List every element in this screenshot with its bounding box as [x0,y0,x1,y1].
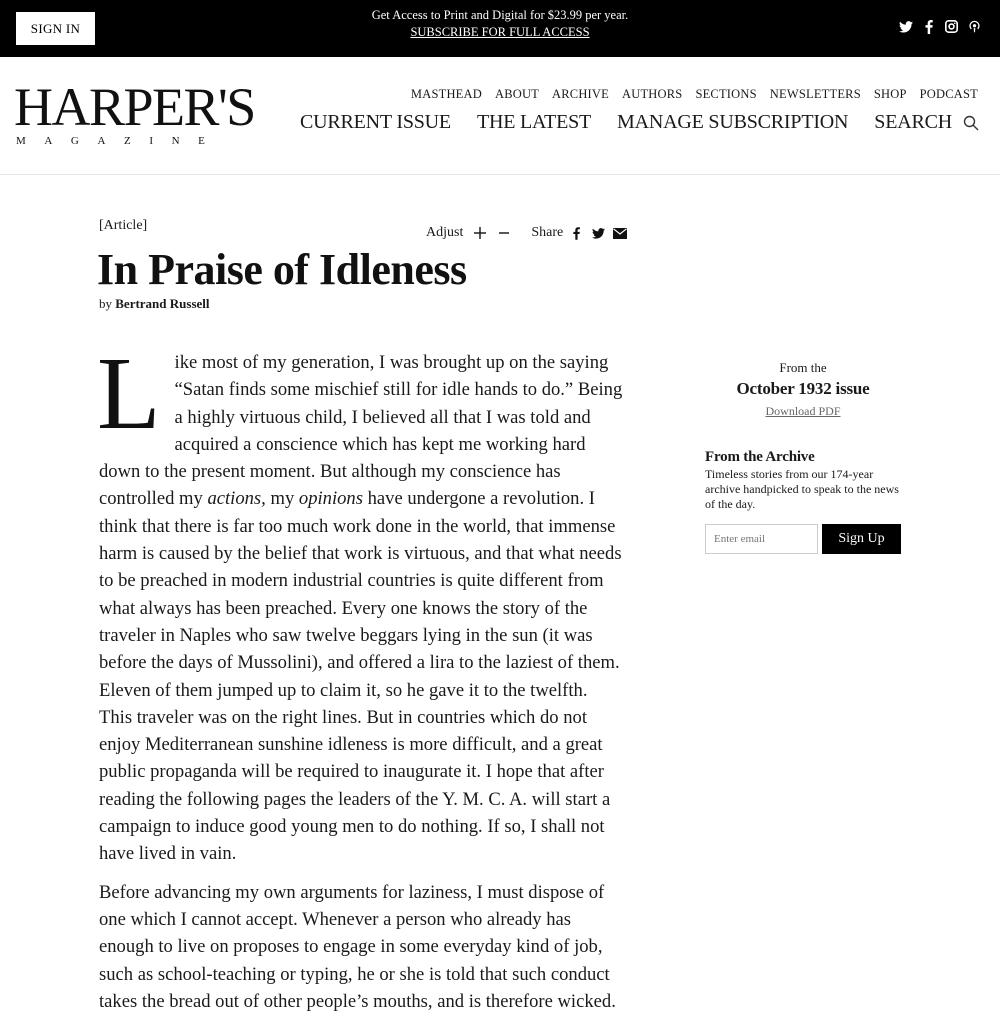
site-header [0,57,1000,175]
share-facebook-icon[interactable] [569,226,583,240]
archive-description: Timeless stories from our 174-year archive handpicked to speak to the news of the day. [705,467,899,511]
paragraph-1-text-c: have undergone a revolution. I think that there is far too much work done in the world, that immense harm is caused by the belief that work is virtuous, and that what needs to be preached in modern industrial countries is quite different from what always has been preached. Every one knows the story of the traveler in Naples who saw twelve beggars lying in the sun (it was before the days of Mussolini), and offered a lira to the laziest of them. Eleven of them jumped up to claim it, so he gave it to the twelfth. This traveler was on the right lines. But in countries which do not enjoy Mediterranean sunshine idleness is more difficult, and a great public propaganda will be required to inaugurate it. I hope that after reading the following pages the leaders of the Y. M. C. A. will start a campaign to induce good young men to do nothing. If so, I shall not have lived in vain. [99,488,622,865]
drop-cap: L [97,336,161,451]
paragraph-2: Before advancing my own arguments for laziness, I must dispose of one which I cannot accept. Whenever a person who already has enough to live on proposes to engage in some everyday kind of job, such as school-teaching or typing, he or she is told that such conduct takes the bread out of other people’s mouths, and is therefore wicked. [99,881,616,1012]
search-icon[interactable] [963,115,979,131]
promo-banner [300,8,700,41]
social-links [898,19,982,34]
nav-archive[interactable]: ARCHIVE [552,87,609,101]
nav-newsletters[interactable]: NEWSLETTERS [769,87,861,101]
issue-label: From the [779,360,827,375]
decrease-font-button[interactable] [497,226,511,240]
nav-search[interactable]: SEARCH [874,111,952,133]
email-input[interactable] [705,524,818,554]
emphasis-opinions: opinions [298,488,363,510]
article-body [97,336,624,1026]
increase-font-button[interactable] [473,226,487,240]
instagram-icon[interactable] [944,19,959,34]
primary-nav [300,111,952,134]
facebook-icon[interactable] [921,19,936,34]
download-pdf-link[interactable]: Download PDF [765,404,841,418]
nav-sections[interactable]: SECTIONS [695,87,757,101]
podcast-icon[interactable] [967,19,982,34]
paragraph-1-text: ike most of my generation, I was brought up on the saying “Satan finds some mischief still for idle hands to do.” Being a highly virtuous child, I believed all that I was told and acquired a conscience which has kept me working hard down to the present moment. But although my conscience has controlled my [99,352,623,510]
top-banner [0,0,1000,57]
issue-link[interactable]: October 1932 issue [736,379,870,398]
sign-in-button[interactable]: SIGN IN [16,12,95,45]
emphasis-actions: actions, [207,488,266,510]
article-tools [426,225,635,241]
promo-text: Get Access to Print and Digital for $23.99 per year. [371,8,629,22]
paragraph-1-text-b: my [265,488,299,510]
archive-heading: From the Archive [705,449,815,465]
share-twitter-icon[interactable] [591,226,605,240]
sign-up-button[interactable]: Sign Up [822,524,901,554]
nav-about[interactable]: ABOUT [494,87,540,101]
byline [99,296,210,312]
twitter-icon[interactable] [898,19,913,34]
harpers-logo[interactable] [14,77,255,151]
logo-wordmark: HARPER'S [14,77,255,137]
adjust-label: Adjust [426,225,464,240]
author-link[interactable]: Bertrand Russell [115,296,210,311]
nav-the-latest[interactable]: THE LATEST [476,111,592,133]
secondary-nav [411,87,978,102]
nav-authors[interactable]: AUTHORS [622,87,683,101]
article-tag[interactable]: [Article] [99,218,148,233]
share-label: Share [531,225,564,240]
nav-current-issue[interactable]: CURRENT ISSUE [299,111,451,133]
nav-shop[interactable]: SHOP [873,87,907,101]
nav-podcast[interactable]: PODCAST [919,87,978,101]
subscribe-link[interactable]: SUBSCRIBE FOR FULL ACCESS [410,25,590,39]
logo-subtitle: MAGAZINE [16,135,224,147]
byline-prefix: by [99,296,112,311]
article-title: In Praise of Idleness [97,245,467,294]
nav-manage-subscription[interactable]: MANAGE SUBSCRIPTION [617,111,849,133]
nav-masthead[interactable]: MASTHEAD [410,87,482,101]
share-email-icon[interactable] [613,226,627,240]
sidebar [705,360,901,554]
paragraph-1 [97,336,624,868]
newsletter-signup [705,524,901,554]
